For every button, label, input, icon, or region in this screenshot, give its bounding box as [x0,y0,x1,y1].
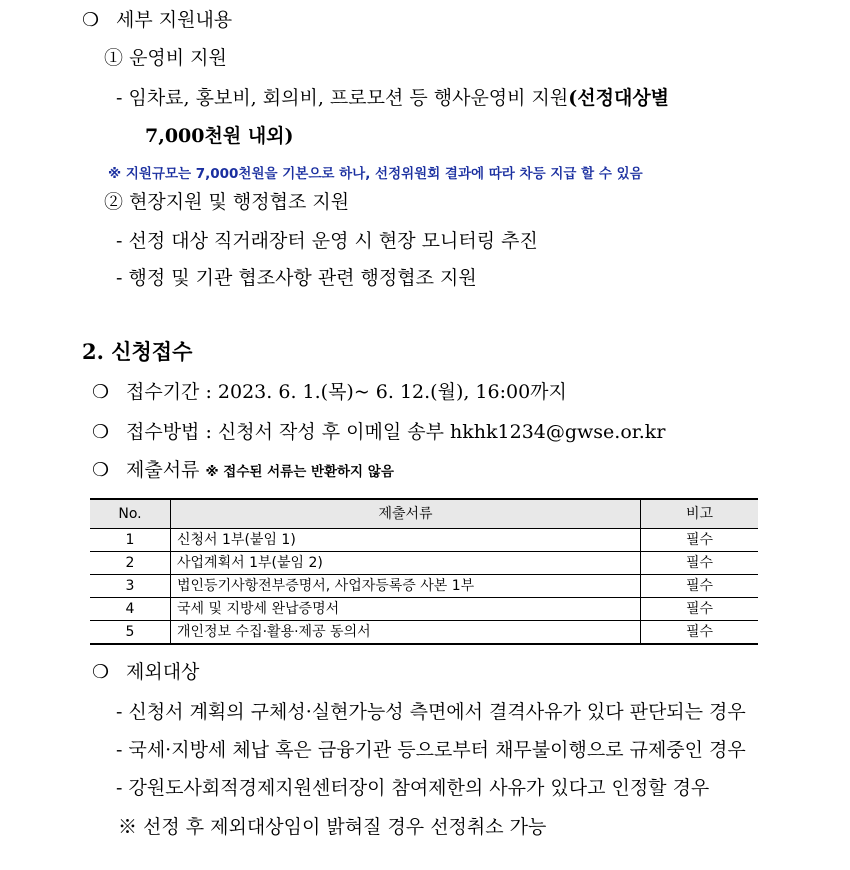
field-support-line2 [116,266,477,290]
circle-bullet-icon: ❍ [92,459,110,481]
exclusion-item [116,738,746,762]
application-method [92,420,665,444]
row-no: 2 [90,552,171,575]
exclusion-item [116,776,709,800]
dash-marker: - [116,701,123,723]
row-note: 필수 [641,621,759,645]
table-row [90,598,758,621]
dash-marker: - [116,739,123,761]
operating-cost-item [104,46,227,70]
operating-cost-detail [116,86,669,110]
field-support-line2-text: 행정 및 기관 협조사항 관련 행정협조 지원 [128,267,477,289]
docs-note: ※ 접수된 서류는 반환하지 않음 [205,464,394,480]
period-value: 2023. 6. 1.(목)~ 6. 12.(월), 16:00까지 [217,381,567,403]
submission-docs-table [90,498,758,645]
row-note: 필수 [641,529,759,552]
row-no: 5 [90,621,171,645]
dash-marker: - [116,87,123,109]
field-support-line1-text: 선정 대상 직거래장터 운영 시 현장 모니터링 추진 [128,230,538,252]
table-header-row [90,499,758,529]
exclusion-item-text: 국세·지방세 체납 혹은 금융기관 등으로부터 채무불이행으로 규제중인 경우 [128,739,746,761]
row-no: 3 [90,575,171,598]
support-scale-note: ※ 지원규모는 7,000천원을 기본으로 하나, 선정위원회 결과에 따라 차등 지급 할 수 있음 [108,166,643,182]
circle-bullet-icon: ❍ [82,9,100,31]
header-note: 비고 [641,499,759,529]
submission-docs [92,458,394,484]
exclusion-item-text: 신청서 계획의 구체성·실현가능성 측면에서 결격사유가 있다 판단되는 경우 [128,701,746,723]
header-doc: 제출서류 [171,499,641,529]
row-note: 필수 [641,575,759,598]
row-note: 필수 [641,598,759,621]
field-support-item [104,190,349,214]
row-doc: 법인등기사항전부증명서, 사업자등록증 사본 1부 [171,575,641,598]
field-support-title: 현장지원 및 행정협조 지원 [129,191,350,213]
exclusion-heading [92,660,199,684]
circled-one-icon: ① [104,47,124,69]
row-doc: 사업계획서 1부(붙임 2) [171,552,641,575]
operating-cost-text: 임차료, 홍보비, 회의비, 프로모션 등 행사운영비 지원 [128,87,569,109]
table-row [90,552,758,575]
table-row [90,529,758,552]
table-row [90,621,758,645]
header-no: No. [90,499,171,529]
dash-marker: - [116,777,123,799]
colon: : [205,421,212,443]
colon: : [205,381,212,403]
dash-marker: - [116,230,123,252]
circle-bullet-icon: ❍ [92,661,110,683]
docs-label: 제출서류 [126,459,200,481]
method-label: 접수방법 [126,421,200,443]
row-note: 필수 [641,552,759,575]
operating-cost-bold: (선정대상별 [568,87,670,109]
detail-support-heading [82,8,232,32]
exclusion-item-text: 강원도사회적경제지원센터장이 참여제한의 사유가 있다고 인정할 경우 [128,777,710,799]
exclusion-note: ※ 선정 후 제외대상임이 밝혀질 경우 선정취소 가능 [118,816,547,838]
detail-support-title: 세부 지원내용 [116,9,233,31]
method-value: 신청서 작성 후 이메일 송부 hkhk1234@gwse.or.kr [217,421,666,443]
circle-bullet-icon: ❍ [92,381,110,403]
field-support-line1 [116,229,538,253]
row-no: 1 [90,529,171,552]
operating-cost-title: 운영비 지원 [129,47,227,69]
table-row [90,575,758,598]
row-doc: 국세 및 지방세 완납증명서 [171,598,641,621]
row-doc: 신청서 1부(붙임 1) [171,529,641,552]
dash-marker: - [116,267,123,289]
exclusion-item [116,700,746,724]
circle-bullet-icon: ❍ [92,421,110,443]
operating-cost-amount: 7,000천원 내외) [145,125,294,147]
row-doc: 개인정보 수집·활용·제공 동의서 [171,621,641,645]
circled-two-icon: ② [104,191,124,213]
exclusion-title: 제외대상 [126,661,200,683]
application-heading: 2. 신청접수 [82,339,193,364]
period-label: 접수기간 [126,381,200,403]
application-period [92,380,567,404]
row-no: 4 [90,598,171,621]
